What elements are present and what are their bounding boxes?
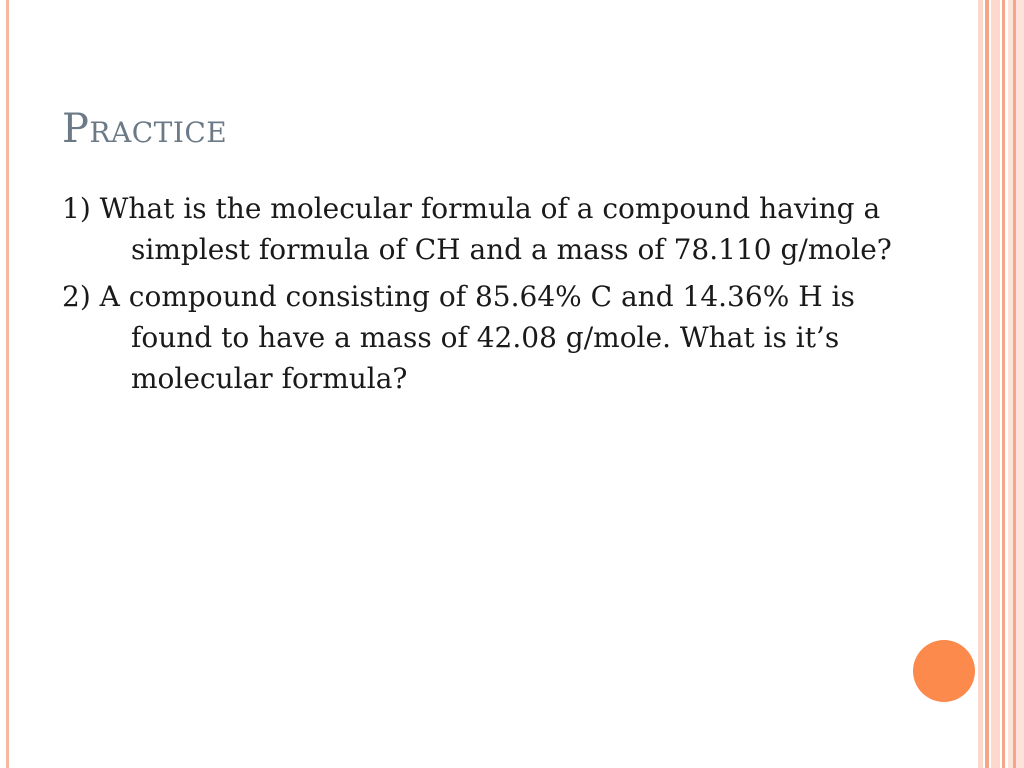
right-decor-stripe <box>1013 0 1016 768</box>
accent-dot-icon <box>913 640 975 702</box>
right-decor-stripe <box>1008 0 1024 768</box>
right-decor-stripe <box>985 0 989 768</box>
question-item <box>62 276 922 399</box>
slide-title: Practice <box>62 106 228 152</box>
left-border-stripe <box>6 0 9 768</box>
question-number: 1) <box>62 192 91 225</box>
question-number: 2) <box>62 280 91 313</box>
right-decor-stripe <box>978 0 983 768</box>
question-text: What is the molecular formula of a compound having a simplest formula of CH and a mass of 78.110 g/mole? <box>99 192 892 266</box>
slide-body <box>62 188 922 405</box>
right-decor-stripe <box>991 0 1000 768</box>
question-item <box>62 188 922 270</box>
right-decor-stripe <box>1002 0 1005 768</box>
question-text: A compound consisting of 85.64% C and 14.36% H is found to have a mass of 42.08 g/mole. What is it’s molecular formula? <box>99 280 855 395</box>
